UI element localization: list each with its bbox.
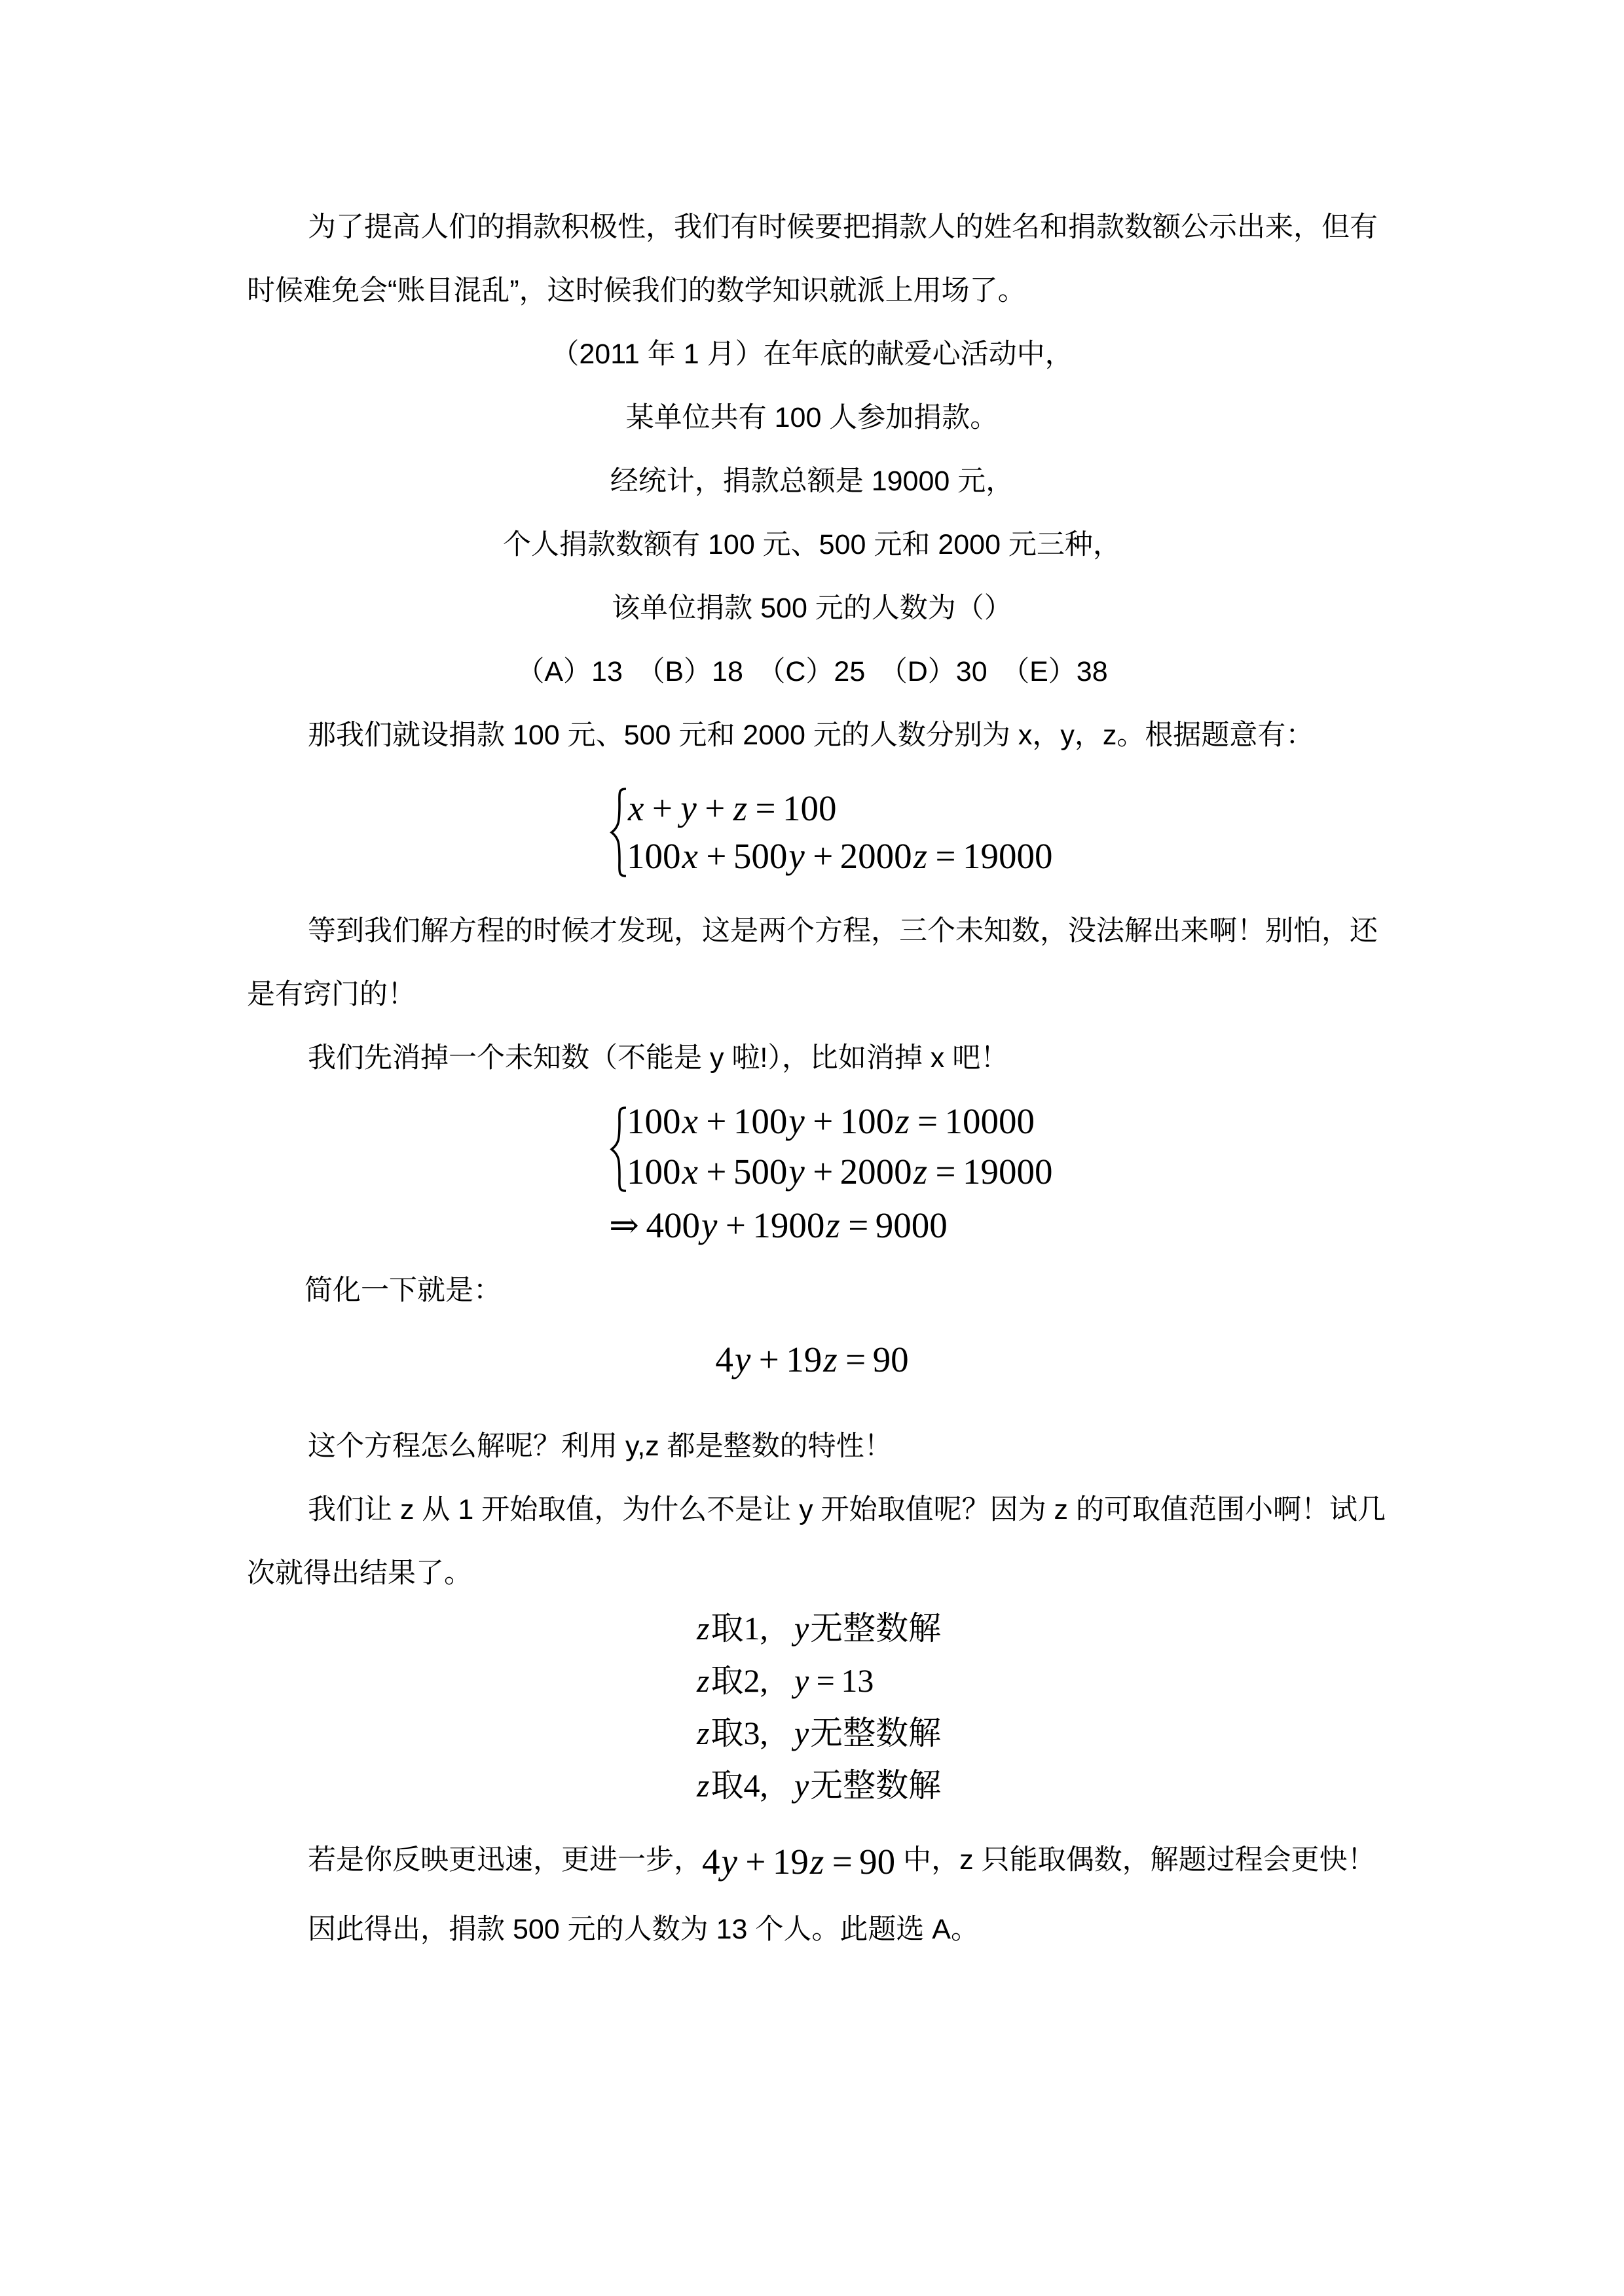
system2-result: ⇒ 400y + 1900z = 9000 (609, 1205, 948, 1245)
eliminate-line: 我们先消掉一个未知数（不能是 y 啦!），比如消掉 x 吧！ (308, 1042, 1009, 1074)
simplify-label: 简化一下就是： (304, 1275, 502, 1306)
faster-prefix: 若是你反映更迅速，更进一步， (308, 1844, 702, 1876)
problem-line-4: 个人捐款数额有 100 元、500 元和 2000 元三种， (503, 529, 1121, 560)
howto-line-1: 这个方程怎么解呢？利用 y,z 都是整数的特性！ (308, 1430, 893, 1462)
left-curly-brace-icon (609, 788, 626, 877)
system1-equation-1: x + y + z = 100 (628, 788, 837, 828)
discover-line-2: 是有窍门的！ (247, 979, 416, 1010)
howto-line-2: 我们让 z 从 1 开始取值，为什么不是让 y 开始取值呢？因为 z 的可取值范围小啊！试几 (308, 1494, 1386, 1525)
system2-equation-2: 100x + 500y + 2000z = 19000 (627, 1152, 1053, 1192)
problem-line-3: 经统计，捐款总额是 19000 元， (610, 465, 1014, 497)
problem-line-2: 某单位共有 100 人参加捐款。 (625, 402, 999, 433)
trial-z2: z取2, y = 13 (697, 1662, 874, 1699)
setup-line: 那我们就设捐款 100 元、500 元和 2000 元的人数分别为 x，y，z。根据题意有： (308, 720, 1314, 751)
system1-equation-2: 100x + 500y + 2000z = 19000 (627, 836, 1053, 876)
simplified-equation: 4y + 19z = 90 (715, 1339, 909, 1379)
problem-line-1: （2011 年 1 月）在年底的献爱心活动中， (551, 338, 1073, 370)
howto-line-3: 次就得出结果了。 (247, 1558, 472, 1589)
conclusion-line: 因此得出，捐款 500 元的人数为 13 个人。此题选 A。 (308, 1914, 979, 1945)
faster-line (308, 1842, 1376, 1882)
answer-options: （A）13 （B）18 （C）25 （D）30 （E）38 (516, 656, 1108, 687)
faster-inline-equation: 4y + 19z = 90 (702, 1842, 896, 1882)
left-curly-brace-icon (609, 1106, 626, 1192)
intro-line-2: 时候难免会“账目混乱”，这时候我们的数学知识就派上用场了。 (247, 275, 1026, 306)
trial-z1: z取1, y无整数解 (697, 1610, 942, 1647)
trial-z4: z取4, y无整数解 (697, 1767, 942, 1804)
system2-equation-1: 100x + 100y + 100z = 10000 (627, 1101, 1035, 1141)
discover-line-1: 等到我们解方程的时候才发现，这是两个方程，三个未知数，没法解出来啊！别怕，还 (308, 915, 1378, 947)
faster-suffix: 中，z 只能取偶数，解题过程会更快！ (895, 1844, 1376, 1876)
trial-z3: z取3, y无整数解 (697, 1715, 942, 1751)
intro-line-1: 为了提高人们的捐款积极性，我们有时候要把捐款人的姓名和捐款数额公示出来，但有 (308, 211, 1378, 243)
problem-line-5: 该单位捐款 500 元的人数为（） (612, 592, 1012, 624)
